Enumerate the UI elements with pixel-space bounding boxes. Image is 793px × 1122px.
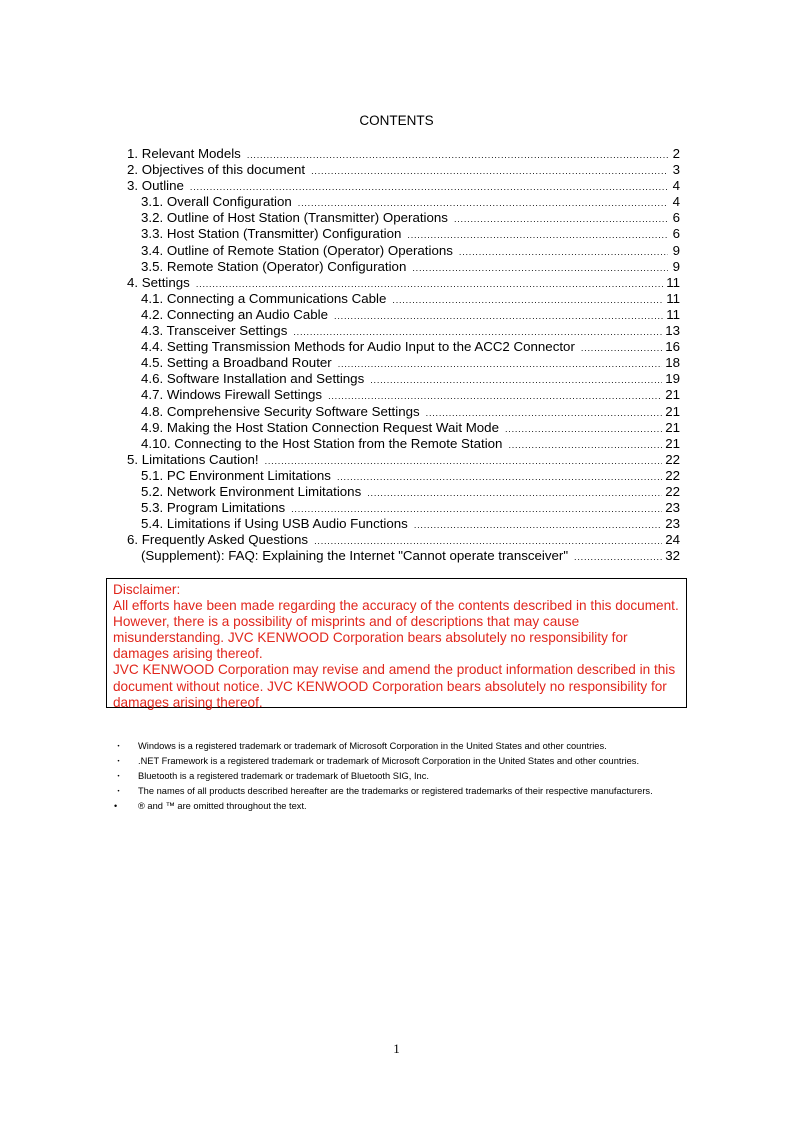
bullet-icon: ・ (114, 786, 124, 796)
toc-entry-page: 22 (665, 467, 680, 483)
disclaimer-paragraph: JVC KENWOOD Corporation may revise and amend the product information described in this document without notice. JVC KENWOOD Corporation bears absolutely no responsibility for damages arising thereof. (113, 662, 676, 710)
page-number: 1 (393, 1041, 400, 1056)
toc-dot-leader (505, 421, 662, 437)
toc-entry-label: 4.6. Software Installation and Settings (141, 371, 365, 387)
toc-dot-leader (407, 227, 668, 243)
toc-entry[interactable] (127, 339, 680, 355)
toc-entry[interactable] (127, 275, 680, 291)
trademark-item (114, 741, 684, 752)
toc-entry-label: 5.1. PC Environment Limitations (141, 467, 331, 483)
toc-entry[interactable] (127, 436, 680, 452)
toc-entry-page: 11 (666, 290, 680, 306)
toc-entry-label: 3.3. Host Station (Transmitter) Configuration (141, 226, 402, 242)
toc-entry[interactable] (127, 210, 680, 226)
toc-dot-leader (293, 324, 662, 340)
toc-entry[interactable] (127, 484, 680, 500)
toc-entry-page: 23 (665, 500, 680, 516)
toc-entry-label: 4. Settings (127, 274, 190, 290)
toc-entry-page: 23 (665, 516, 680, 532)
trademark-notices (114, 741, 684, 816)
bullet-icon: ・ (114, 756, 124, 766)
toc-entry[interactable] (127, 162, 680, 178)
toc-entry[interactable] (127, 404, 680, 420)
toc-entry[interactable] (127, 387, 680, 403)
toc-entry[interactable] (127, 194, 680, 210)
toc-entry-page: 11 (666, 306, 680, 322)
toc-dot-leader (298, 195, 668, 211)
bullet-icon: ・ (114, 771, 124, 781)
toc-entry-label: 4.8. Comprehensive Security Software Settings (141, 403, 420, 419)
toc-entry[interactable] (127, 307, 680, 323)
toc-entry-page: 2 (672, 146, 680, 161)
toc-entry-label: 5.4. Limitations if Using USB Audio Functions (141, 516, 408, 532)
toc-dot-leader (459, 244, 668, 260)
trademark-text: ® and ™ are omitted throughout the text. (138, 801, 307, 811)
toc-dot-leader (426, 405, 663, 421)
toc-entry-page: 22 (665, 483, 680, 499)
toc-entry[interactable] (127, 548, 680, 564)
toc-entry-page: 4 (672, 178, 680, 194)
toc-dot-leader (581, 340, 662, 356)
toc-entry[interactable] (127, 243, 680, 259)
trademark-text: Bluetooth is a registered trademark or trademark of Bluetooth SIG, Inc. (138, 771, 429, 781)
toc-entry-page: 21 (665, 419, 680, 435)
toc-entry[interactable] (127, 355, 680, 371)
toc-dot-leader (337, 469, 662, 485)
toc-dot-leader (311, 163, 668, 179)
toc-entry-label: 4.4. Setting Transmission Methods for Audio Input to the ACC2 Connector (141, 339, 575, 355)
trademark-item (114, 771, 684, 782)
toc-dot-leader (328, 388, 662, 404)
toc-dot-leader (338, 356, 662, 372)
trademark-text: The names of all products described hereafter are the trademarks or registered trademarks of their respective manufacturers. (138, 786, 653, 796)
toc-dot-leader (265, 453, 663, 469)
trademark-item (114, 801, 684, 812)
trademark-text: Windows is a registered trademark or trademark of Microsoft Corporation in the United States and other countries. (138, 741, 607, 751)
toc-entry-label: 4.5. Setting a Broadband Router (141, 355, 332, 371)
toc-entry-page: 13 (665, 323, 680, 339)
toc-entry-label: 4.9. Making the Host Station Connection Request Wait Mode (141, 419, 499, 435)
toc-entry-page: 24 (665, 532, 680, 548)
disclaimer-paragraph: All efforts have been made regarding the accuracy of the contents described in this document. However, there is a possibility of misprints and of descriptions that may cause misunderstanding. JVC KENWOOD Corporation bears absolutely no responsibility for damages arising thereof. (113, 598, 679, 662)
toc-entry[interactable] (127, 178, 680, 194)
toc-entry-page: 18 (665, 355, 680, 371)
toc-entry-label: 4.2. Connecting an Audio Cable (141, 306, 329, 322)
toc-entry[interactable] (127, 516, 680, 532)
toc-entry-label: 1. Relevant Models (127, 146, 241, 161)
toc-dot-leader (574, 549, 662, 565)
toc-entry-page: 6 (672, 210, 680, 226)
toc-entry-page: 21 (665, 387, 680, 403)
toc-entry-page: 9 (672, 258, 680, 274)
toc-dot-leader (414, 517, 662, 533)
toc-entry-label: (Supplement): FAQ: Explaining the Internet "Cannot operate transceiver" (141, 548, 569, 564)
trademark-text: .NET Framework is a registered trademark or trademark of Microsoft Corporation in the United States and other countries. (138, 756, 640, 766)
table-of-contents (127, 146, 680, 564)
toc-dot-leader (370, 372, 662, 388)
toc-dot-leader (247, 147, 668, 163)
toc-dot-leader (314, 533, 662, 549)
toc-dot-leader (508, 437, 662, 453)
toc-entry-label: 4.7. Windows Firewall Settings (141, 387, 323, 403)
toc-dot-leader (392, 292, 663, 308)
toc-entry-page: 22 (665, 451, 680, 467)
toc-entry-page: 19 (665, 371, 680, 387)
toc-entry[interactable] (127, 468, 680, 484)
toc-dot-leader (196, 276, 663, 292)
toc-entry-page: 21 (665, 403, 680, 419)
toc-entry-page: 32 (665, 548, 680, 564)
toc-entry-label: 6. Frequently Asked Questions (127, 532, 309, 548)
toc-dot-leader (412, 260, 668, 276)
toc-entry[interactable] (127, 226, 680, 242)
toc-entry-page: 9 (672, 242, 680, 258)
trademark-item (114, 756, 684, 767)
toc-dot-leader (190, 179, 668, 195)
toc-dot-leader (334, 308, 663, 324)
bullet-icon: • (114, 801, 118, 811)
toc-entry[interactable] (127, 371, 680, 387)
toc-entry[interactable] (127, 323, 680, 339)
toc-entry-label: 5. Limitations Caution! (127, 451, 259, 467)
trademark-item (114, 786, 684, 797)
toc-entry-label: 3. Outline (127, 178, 184, 194)
toc-entry-label: 3.5. Remote Station (Operator) Configuration (141, 258, 407, 274)
toc-entry-label: 3.1. Overall Configuration (141, 194, 292, 210)
disclaimer-heading: Disclaimer: (113, 582, 181, 597)
toc-entry[interactable] (127, 420, 680, 436)
toc-entry-label: 2. Objectives of this document (127, 162, 306, 178)
toc-entry[interactable] (127, 532, 680, 548)
toc-entry-label: 3.4. Outline of Remote Station (Operator) Operations (141, 242, 453, 258)
toc-dot-leader (454, 211, 668, 227)
toc-dot-leader (367, 485, 662, 501)
toc-entry-label: 3.2. Outline of Host Station (Transmitter) Operations (141, 210, 448, 226)
toc-entry-label: 4.1. Connecting a Communications Cable (141, 290, 387, 306)
toc-entry[interactable] (127, 291, 680, 307)
toc-entry-page: 6 (672, 226, 680, 242)
toc-entry-label: 4.3. Transceiver Settings (141, 323, 288, 339)
toc-entry[interactable] (127, 452, 680, 468)
toc-entry-page: 3 (672, 162, 680, 178)
toc-entry-page: 21 (665, 435, 680, 451)
toc-entry[interactable] (127, 259, 680, 275)
toc-entry-label: 4.10. Connecting to the Host Station from the Remote Station (141, 435, 503, 451)
toc-dot-leader (291, 501, 662, 517)
toc-entry-label: 5.3. Program Limitations (141, 500, 286, 516)
toc-entry[interactable] (127, 500, 680, 516)
toc-entry-page: 4 (672, 194, 680, 210)
toc-entry-page: 11 (666, 274, 680, 290)
bullet-icon: ・ (114, 741, 124, 751)
disclaimer-box (106, 578, 687, 708)
page-title: CONTENTS (359, 113, 434, 128)
toc-entry-page: 16 (665, 339, 680, 355)
toc-entry[interactable] (127, 146, 680, 162)
toc-entry-label: 5.2. Network Environment Limitations (141, 483, 362, 499)
